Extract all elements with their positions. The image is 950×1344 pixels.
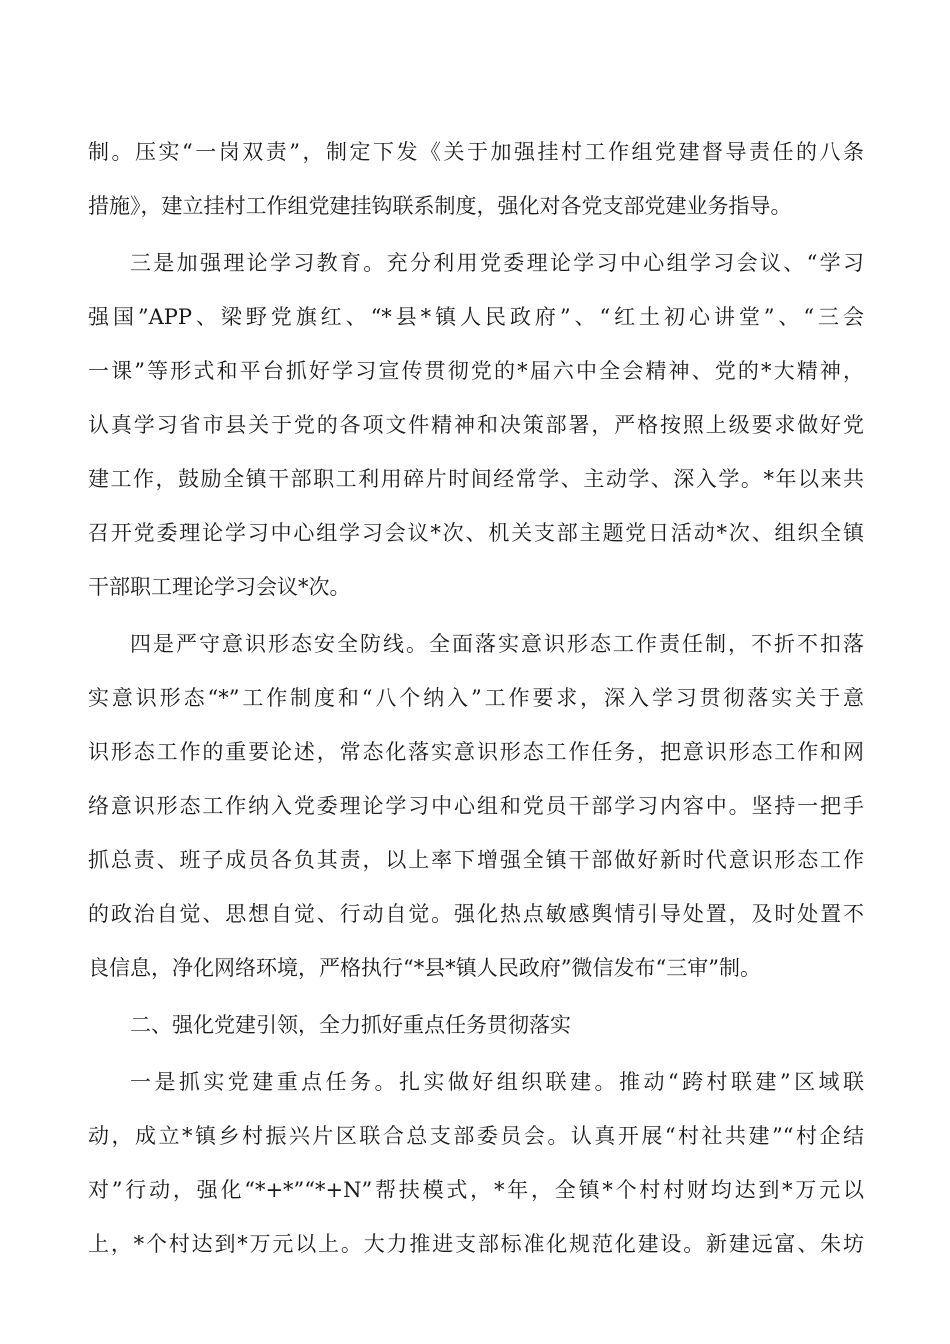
text-line: 良信息，净化网络环境，严格执行“*县*镇人民政府”微信发布“三审”制。 [88, 956, 761, 980]
text-line: 建工作，鼓励全镇干部职工利用碎片时间经常学、主动学、深入学。*年以来共 [88, 467, 864, 491]
text-line: 识形态工作的重要论述，常态化落实意识形态工作任务，把意识形态工作和网 [88, 740, 864, 764]
text-line: 对”行动，强化“*+*”“*+N”帮扶模式，*年，全镇*个村村财均达到*万元以 [88, 1178, 864, 1202]
text-line: 的政治自觉、思想自觉、行动自觉。强化热点敏感舆情引导处置，及时处置不 [88, 902, 864, 926]
text-line: 上，*个村达到*万元以上。大力推进支部标准化规范化建设。新建远富、朱坊 [88, 1232, 864, 1256]
document-body [88, 125, 864, 1271]
text-line: 强国”APP、梁野党旗红、“*县*镇人民政府”、“红土初心讲堂”、“三会 [88, 305, 864, 329]
text-line: 一课”等形式和平台抓好学习宣传贯彻党的*届六中全会精神、党的*大精神， [88, 359, 864, 383]
text-line: 抓总责、班子成员各负其责，以上率下增强全镇干部做好新时代意识形态工作 [88, 848, 864, 872]
text-line: 实意识形态“*”工作制度和“八个纳入”工作要求，深入学习贯彻落实关于意 [88, 686, 864, 710]
paragraph-ideology [88, 617, 864, 995]
text-line: 召开党委理论学习中心组学习会议*次、机关支部主题党日活动*次、组织全镇 [88, 521, 864, 545]
text-line: 一是抓实党建重点任务。扎实做好组织联建。推动“跨村联建”区域联 [130, 1070, 864, 1094]
paragraph-key-tasks [88, 1055, 864, 1271]
text-line: 络意识形态工作纳入党委理论学习中心组和党员干部学习内容中。坚持一把手 [88, 794, 864, 818]
paragraph-theory-study [88, 236, 864, 614]
paragraph-continuation [88, 125, 864, 233]
text-line: 认真学习省市县关于党的各项文件精神和决策部署，严格按照上级要求做好党 [88, 413, 864, 437]
text-line: 四是严守意识形态安全防线。全面落实意识形态工作责任制，不折不扣落 [130, 632, 864, 656]
text-line: 制。压实“一岗双责”，制定下发《关于加强挂村工作组党建督导责任的八条 [88, 140, 864, 164]
text-line: 三是加强理论学习教育。充分利用党委理论学习中心组学习会议、“学习 [130, 251, 864, 275]
heading-line: 二、强化党建引领，全力抓好重点任务贯彻落实 [130, 1013, 571, 1037]
text-line: 动，成立*镇乡村振兴片区联合总支部委员会。认真开展“村社共建”“村企结 [88, 1124, 864, 1148]
text-line: 干部职工理论学习会议*次。 [88, 575, 351, 599]
section-heading [88, 998, 864, 1052]
text-line: 措施》，建立挂村工作组党建挂钩联系制度，强化对各党支部党建业务指导。 [88, 194, 792, 218]
